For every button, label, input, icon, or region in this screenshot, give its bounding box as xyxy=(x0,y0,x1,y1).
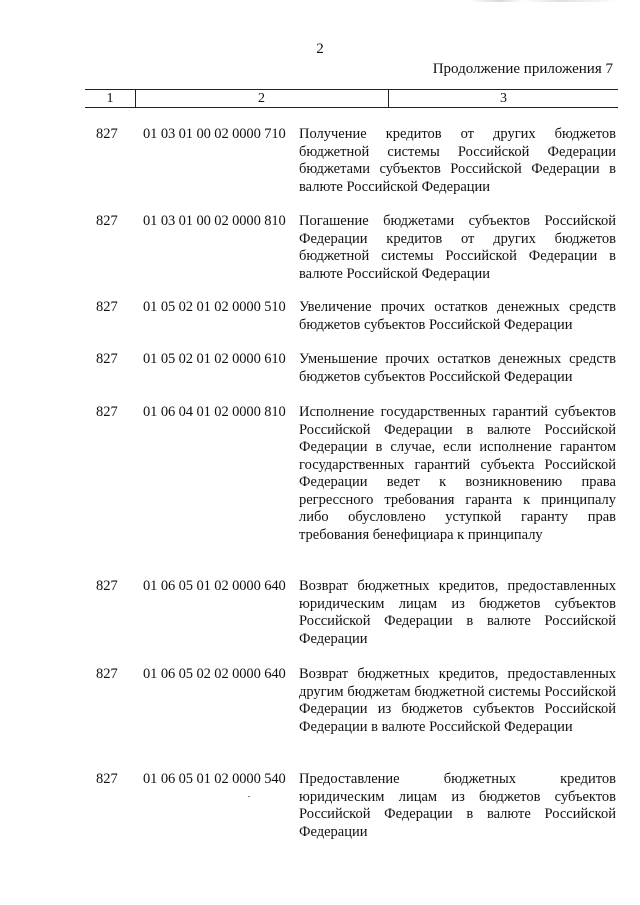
page-number: 2 xyxy=(316,41,324,57)
source-name: Увеличение прочих остатков денежных средств бюджетов субъектов Российской Федерации xyxy=(299,299,616,333)
source-name: Возврат бюджетных кредитов, предоставленных другим бюджетам бюджетной системы Российской Федерации из бюджетов субъектов Российской Федерации в валюте Российской Федерации xyxy=(299,666,616,735)
admin-code: 827 xyxy=(96,351,118,367)
budget-code: 01 06 05 01 02 0000 640 xyxy=(143,578,286,594)
budget-code: 01 03 01 00 02 0000 710 xyxy=(143,126,286,142)
source-name: Уменьшение прочих остатков денежных средств бюджетов субъектов Российской Федерации xyxy=(299,351,616,385)
admin-code: 827 xyxy=(96,666,118,682)
admin-code: 827 xyxy=(96,771,118,787)
source-name: Исполнение государственных гарантий субъектов Российской Федерации в валюте Российской Федерации в случае, если исполнение гарантом государственных гарантий субъекта Российской Федерации ведет к возникновению права регрессного требования гаранта к принципалу либо обусловлено уступкой гаранту прав требования бенефициара к принципалу xyxy=(299,404,616,543)
budget-code: 01 06 04 01 02 0000 810 xyxy=(143,404,286,420)
budget-code: 01 03 01 00 02 0000 810 xyxy=(143,213,286,229)
budget-code: 01 05 02 01 02 0000 610 xyxy=(143,351,286,367)
table-header-col-3: 3 xyxy=(500,91,507,106)
table-header-col-2: 2 xyxy=(135,90,389,107)
source-name: Предоставление бюджетных кредитов юридическим лицам из бюджетов субъектов Российской Федерации в валюте Российской Федерации xyxy=(299,771,616,840)
budget-code: 01 05 02 01 02 0000 510 xyxy=(143,299,286,315)
admin-code: 827 xyxy=(96,578,118,594)
budget-code: 01 06 05 02 02 0000 640 xyxy=(143,666,286,682)
admin-code: 827 xyxy=(96,213,118,229)
source-name: Погашение бюджетами субъектов Российской Федерации кредитов от других бюджетов бюджетной системы Российской Федерации в валюте Российской Федерации xyxy=(299,213,616,282)
source-name: Получение кредитов от других бюджетов бюджетной системы Российской Федерации бюджетами субъектов Российской Федерации в валюте Российской Федерации xyxy=(299,126,616,195)
table-header xyxy=(85,89,618,108)
admin-code: 827 xyxy=(96,126,118,142)
budget-code: 01 06 05 01 02 0000 540 xyxy=(143,771,286,787)
table-header-col-1: 1 xyxy=(85,90,136,107)
scan-artifact xyxy=(470,0,620,2)
admin-code: 827 xyxy=(96,299,118,315)
source-name: Возврат бюджетных кредитов, предоставленных юридическим лицам из бюджетов субъектов Российской Федерации в валюте Российской Федерации xyxy=(299,578,616,647)
continuation-note: Продолжение приложения 7 xyxy=(432,61,613,77)
admin-code: 827 xyxy=(96,404,118,420)
scan-speck xyxy=(248,796,250,797)
